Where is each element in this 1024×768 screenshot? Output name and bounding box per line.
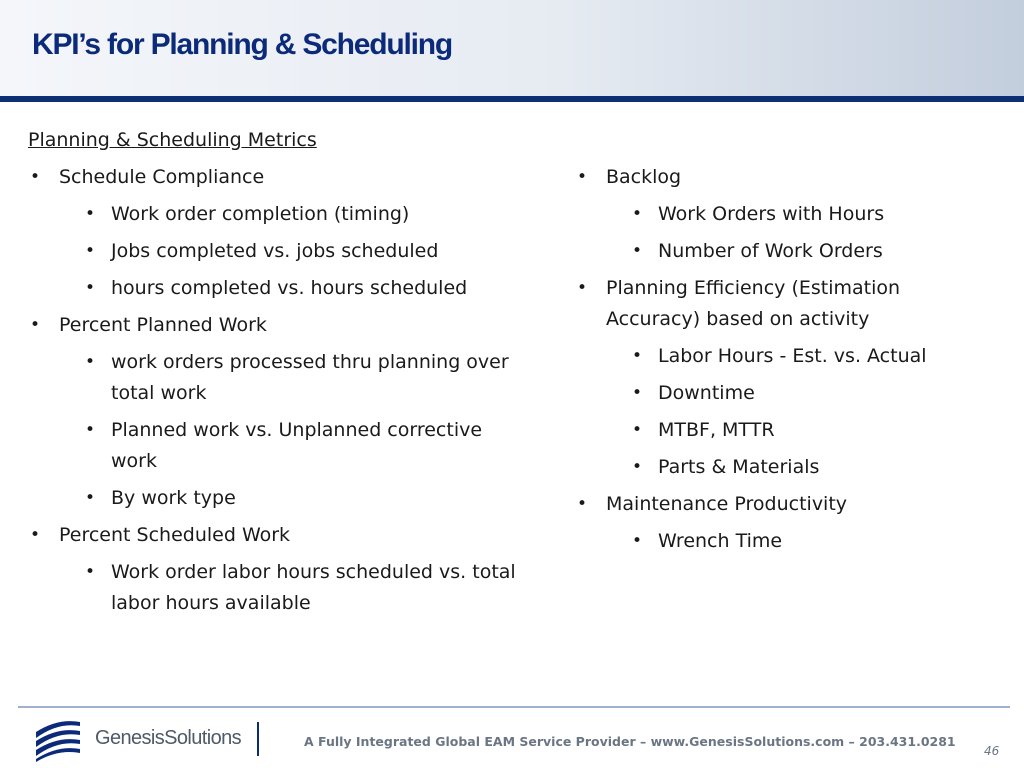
sub-bullet-item	[28, 199, 518, 230]
bullet-text: By work type	[111, 487, 236, 509]
bullet-text: Parts & Materials	[658, 456, 820, 478]
company-logo-text: GenesisSolutions	[95, 727, 242, 749]
sub-bullet-item	[28, 557, 518, 619]
bullet-icon: •	[30, 525, 41, 545]
bullet-text: Work order completion (timing)	[111, 203, 410, 225]
bullet-icon: •	[30, 167, 41, 187]
bullet-icon: •	[85, 420, 96, 440]
bullet-icon: •	[85, 488, 96, 508]
left-column	[28, 125, 518, 625]
left-bullet-list	[28, 162, 518, 619]
bullet-icon: •	[85, 562, 96, 582]
bullet-text: Schedule Compliance	[59, 166, 265, 188]
sub-bullet-item	[575, 199, 995, 230]
bullet-text: Downtime	[658, 382, 755, 404]
bullet-text: MTBF, MTTR	[658, 419, 775, 441]
bullet-item	[575, 273, 995, 335]
page-number: 46	[984, 744, 1000, 758]
right-column	[575, 162, 995, 563]
bullet-icon: •	[85, 204, 96, 224]
bullet-icon: •	[632, 383, 643, 403]
bullet-item	[575, 162, 995, 193]
bullet-icon: •	[577, 494, 588, 514]
bullet-icon: •	[632, 241, 643, 261]
bullet-item	[28, 162, 518, 193]
bullet-icon: •	[632, 204, 643, 224]
sub-bullet-item	[575, 341, 995, 372]
bullet-text: Work order labor hours scheduled vs. total labor hours available	[111, 561, 516, 614]
bullet-text: Maintenance Productivity	[606, 493, 848, 515]
bullet-text: hours completed vs. hours scheduled	[111, 277, 468, 299]
footer-tagline: A Fully Integrated Global EAM Service Provider – www.GenesisSolutions.com – 203.431.0281	[304, 734, 956, 749]
bullet-item	[28, 310, 518, 341]
footer-rule	[18, 706, 1010, 708]
sub-bullet-item	[575, 236, 995, 267]
bullet-text: Labor Hours - Est. vs. Actual	[658, 345, 927, 367]
header-rule	[0, 96, 1024, 102]
bullet-text: Number of Work Orders	[658, 240, 883, 262]
bullet-icon: •	[85, 352, 96, 372]
bullet-text: Planning Efficiency (Estimation Accuracy) based on activity	[606, 277, 901, 330]
sub-bullet-item	[28, 273, 518, 304]
sub-bullet-item	[575, 415, 995, 446]
sub-bullet-item	[575, 452, 995, 483]
bullet-icon: •	[632, 420, 643, 440]
bullet-text: work orders processed thru planning over total work	[111, 351, 509, 404]
sub-bullet-item	[575, 378, 995, 409]
bullet-text: Percent Scheduled Work	[59, 524, 291, 546]
bullet-icon: •	[30, 315, 41, 335]
bullet-icon: •	[85, 241, 96, 261]
bullet-text: Percent Planned Work	[59, 314, 267, 336]
sub-bullet-item	[28, 347, 518, 409]
genesis-logo-icon	[34, 716, 82, 762]
sub-bullet-item	[28, 483, 518, 514]
right-bullet-list	[575, 162, 995, 557]
bullet-icon: •	[632, 531, 643, 551]
section-heading: Planning & Scheduling Metrics	[28, 129, 317, 151]
bullet-icon: •	[577, 278, 588, 298]
bullet-text: Backlog	[606, 166, 682, 188]
bullet-item	[575, 489, 995, 520]
logo-divider	[257, 722, 259, 756]
bullet-icon: •	[85, 278, 96, 298]
bullet-icon: •	[632, 457, 643, 477]
slide-title: KPI’s for Planning & Scheduling	[32, 28, 453, 61]
bullet-item	[28, 520, 518, 551]
bullet-text: Wrench Time	[658, 530, 783, 552]
sub-bullet-item	[28, 415, 518, 477]
bullet-icon: •	[577, 167, 588, 187]
sub-bullet-item	[575, 526, 995, 557]
bullet-text: Planned work vs. Unplanned corrective work	[111, 419, 483, 472]
bullet-text: Jobs completed vs. jobs scheduled	[111, 240, 439, 262]
bullet-text: Work Orders with Hours	[658, 203, 885, 225]
sub-bullet-item	[28, 236, 518, 267]
bullet-icon: •	[632, 346, 643, 366]
